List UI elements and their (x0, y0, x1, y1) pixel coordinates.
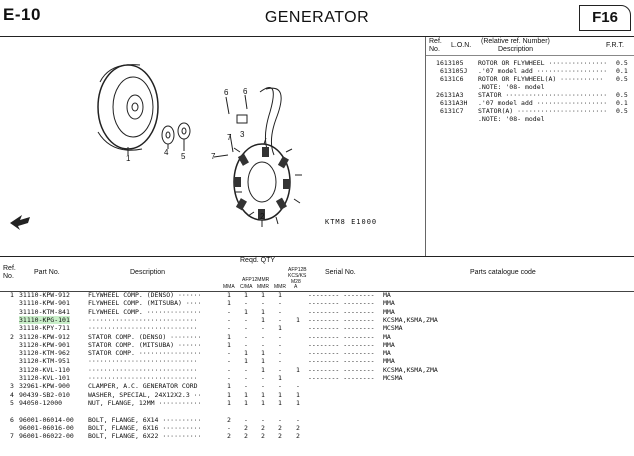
lon-desc: .'07 model add ·················· (478, 67, 608, 75)
qty-cell: 1 (261, 390, 265, 399)
lon-rel-header: (Relative ref. Number) (481, 38, 550, 45)
part-number[interactable]: 31120-KTM-962 (19, 349, 70, 358)
qty-cell: 1 (244, 357, 248, 366)
callout-1: 1 (126, 154, 131, 163)
table-row (0, 374, 634, 382)
qty-cell: - (227, 315, 231, 324)
lon-lon-header: L.O.N. (451, 42, 472, 49)
cell-ref: 1 (10, 291, 14, 299)
qty-cell: - (261, 299, 265, 308)
table-row (0, 291, 634, 299)
qty-cell: 1 (227, 398, 231, 407)
qty-cell: 1 (244, 398, 248, 407)
cell-code: MMA (383, 307, 395, 316)
table-row (0, 324, 634, 332)
qty-cell: - (227, 357, 231, 366)
cell-code: KCSMA,KSMA,ZMA (383, 365, 438, 374)
cell-code: KCSMA,KSMA,ZMA (383, 315, 438, 324)
lon-lon: 613105 (440, 59, 464, 67)
qty-cell: - (278, 415, 282, 424)
lon-lon: 6131C6 (440, 75, 464, 83)
qty-cell: - (261, 340, 265, 349)
qty-cell: 2 (244, 423, 248, 432)
qty-cell: - (244, 315, 248, 324)
table-row (0, 341, 634, 349)
qty-cell: - (278, 340, 282, 349)
lon-frt: 0.5 (616, 107, 628, 115)
part-number[interactable]: 96001-06022-00 (19, 432, 74, 441)
callout-4: 4 (164, 148, 169, 157)
cell-desc: BOLT, FLANGE, 6X14 ·········· (88, 415, 202, 424)
qty-cell: - (261, 324, 265, 333)
lon-lon: 613105J (440, 67, 468, 75)
lon-header (426, 37, 634, 56)
cell-desc: NUT, FLANGE, 12MM ··········· (88, 398, 202, 407)
callout-7b: 7 (211, 152, 216, 161)
qty-cell: - (227, 307, 231, 316)
illustration-ref-code: KTM8 E1000 (325, 218, 378, 226)
lon-ref: 2 (436, 91, 440, 99)
table-row (0, 399, 634, 407)
qty-cell: 1 (227, 332, 231, 341)
callout-6b: 6 (243, 87, 248, 96)
cell-desc: ···························· (88, 324, 198, 333)
part-number[interactable]: 31110-KPW-912 (19, 291, 70, 299)
part-number[interactable]: 32961-KPW-900 (19, 382, 70, 391)
qty-cell: 2 (227, 415, 231, 424)
front-arrow-icon (10, 215, 30, 230)
lon-desc: STATOR ·························· (478, 91, 608, 99)
qty-cell: - (227, 423, 231, 432)
lon-desc: .NOTE: '08- model (478, 115, 545, 123)
qty-cell: - (227, 365, 231, 374)
qty-cell: 1 (227, 340, 231, 349)
lon-frt: 0.1 (616, 67, 628, 75)
qty-cell: 1 (261, 307, 265, 316)
qty-cell: 1 (244, 291, 248, 299)
qty-cell: - (278, 357, 282, 366)
part-number[interactable]: 96001-06014-00 (19, 415, 74, 424)
table-row (0, 424, 634, 432)
cell-desc: FLYWHEEL COMP. ·············· (88, 307, 202, 316)
cell-code: MMA (383, 299, 395, 308)
cell-serial: -------- -------- (308, 332, 375, 341)
qty-cell: 1 (296, 365, 300, 374)
cell-serial: -------- -------- (308, 324, 375, 333)
col-afp12mmr: AFP12MMR (242, 277, 270, 283)
qty-cell: 1 (261, 315, 265, 324)
callout-5: 5 (181, 152, 186, 161)
cell-desc: ···························· (88, 315, 198, 324)
cell-serial: -------- -------- (308, 315, 375, 324)
table-row (0, 299, 634, 307)
qty-cell: - (244, 382, 248, 391)
lon-panel (426, 37, 634, 256)
cell-desc: BOLT, FLANGE, 6X22 ·········· (88, 432, 202, 441)
table-row (0, 333, 634, 341)
lon-frt-header: F.R.T. (606, 42, 624, 49)
lon-desc-header: Description (498, 46, 534, 53)
col-q2: C/MA (240, 284, 253, 290)
qty-cell: - (261, 382, 265, 391)
cell-code: MCSMA (383, 324, 403, 333)
col-q3: MMR (257, 284, 269, 290)
lon-desc: ROTOR OR FLYWHEEL ··············· (478, 59, 608, 67)
qty-cell: 2 (278, 423, 282, 432)
cell-desc: ···························· (88, 374, 198, 382)
qty-cell: - (278, 332, 282, 341)
lon-frt: 0.5 (616, 75, 628, 83)
qty-cell: 1 (278, 374, 282, 382)
part-number[interactable]: 31110-KPY-711 (19, 324, 70, 333)
lon-desc: STATOR(A) ······················· (478, 107, 608, 115)
qty-cell: - (244, 374, 248, 382)
qty-cell: 1 (244, 307, 248, 316)
qty-cell: - (261, 332, 265, 341)
part-number[interactable]: 31110-KTM-841 (19, 307, 70, 316)
cell-desc: BOLT, FLANGE, 6X16 ·········· (88, 423, 202, 432)
lon-lon: 6131C7 (440, 107, 464, 115)
lon-lon: 6131A3 (440, 91, 464, 99)
cell-desc: ···························· (88, 357, 198, 366)
table-row (0, 349, 634, 357)
qty-cell: 2 (244, 432, 248, 441)
callout-7a: 7 (227, 133, 232, 142)
part-number[interactable]: 31120-KPW-901 (19, 340, 70, 349)
table-row (0, 366, 634, 374)
table-row (0, 316, 634, 324)
figure-number: F16 (579, 5, 631, 31)
qty-cell: 1 (278, 324, 282, 333)
part-number[interactable]: 31120-KTM-951 (19, 357, 70, 366)
qty-cell: 1 (278, 291, 282, 299)
qty-cell: 1 (244, 390, 248, 399)
qty-cell: 2 (261, 423, 265, 432)
lon-frt: 0.1 (616, 99, 628, 107)
cell-ref: 6 (10, 415, 14, 424)
qty-cell: - (296, 382, 300, 391)
cell-desc: ···························· (88, 365, 198, 374)
qty-cell: 1 (296, 398, 300, 407)
table-row (0, 432, 634, 440)
lon-frt: 0.5 (616, 91, 628, 99)
cell-desc: STATOR COMP. (DENSO) ········ (88, 332, 202, 341)
cell-desc: STATOR COMP. (MITSUBA) ······ (88, 340, 202, 349)
cell-desc: WASHER, SPECIAL, 24X12X2.3 ·· (88, 390, 202, 399)
part-number[interactable]: 31120-KVL-101 (19, 374, 70, 382)
lon-desc: .NOTE: '08- model (478, 83, 545, 91)
qty-cell: - (278, 315, 282, 324)
cell-desc: FLYWHEEL COMP. (MITSUBA) ···· (88, 299, 202, 308)
qty-cell: 2 (296, 423, 300, 432)
table-row (0, 416, 634, 424)
qty-cell: - (261, 415, 265, 424)
qty-cell: - (244, 340, 248, 349)
col-catalogue: Parts catalogue code (470, 269, 536, 276)
col-q4: MMR (274, 284, 286, 290)
col-description: Description (130, 269, 166, 276)
qty-cell: - (227, 374, 231, 382)
cell-desc: FLYWHEEL COMP. (DENSO) ······ (88, 291, 202, 299)
lon-desc: .'07 model add ·················· (478, 99, 608, 107)
col-no: No. (3, 273, 14, 280)
qty-cell: 2 (261, 432, 265, 441)
table-row (0, 357, 634, 365)
qty-cell: - (244, 415, 248, 424)
qty-cell: - (244, 365, 248, 374)
cell-serial: -------- -------- (308, 291, 375, 299)
qty-cell: 1 (296, 315, 300, 324)
cell-serial: -------- -------- (308, 374, 375, 382)
qty-cell: 1 (227, 299, 231, 308)
cell-desc: CLAMPER, A.C. GENERATOR CORD (88, 382, 198, 391)
qty-cell: 1 (261, 357, 265, 366)
cell-serial: -------- -------- (308, 307, 375, 316)
qty-cell: 2 (227, 432, 231, 441)
cell-ref: 4 (10, 390, 14, 399)
qty-cell: - (278, 299, 282, 308)
lon-ref-header: Ref. (429, 38, 442, 45)
col-serial: Serial No. (325, 269, 356, 276)
qty-cell: 1 (261, 365, 265, 374)
qty-cell: - (244, 332, 248, 341)
lon-desc: ROTOR OR FLYWHEEL(A) ··········· (478, 75, 604, 83)
page-title: GENERATOR (264, 9, 370, 26)
cell-code: MA (383, 332, 391, 341)
col-q1: MMA (223, 284, 235, 290)
qty-cell: 1 (261, 291, 265, 299)
qty-cell: - (244, 299, 248, 308)
qty-cell: - (227, 349, 231, 358)
qty-cell: 2 (278, 432, 282, 441)
qty-cell: - (227, 324, 231, 333)
col-part-no: Part No. (34, 269, 60, 276)
table-row (0, 407, 634, 415)
qty-cell: - (278, 349, 282, 358)
part-number[interactable]: 90439-SB2-010 (19, 390, 70, 399)
cell-code: MCSMA (383, 374, 403, 382)
table-row (0, 382, 634, 390)
col-afp12b: AFP12B (288, 267, 307, 273)
part-number[interactable]: 31110-KPW-901 (19, 299, 70, 308)
qty-cell: 1 (278, 398, 282, 407)
qty-cell: 1 (244, 349, 248, 358)
col-m28: M28 (291, 279, 301, 285)
qty-cell: 1 (296, 390, 300, 399)
qty-cell: 2 (296, 432, 300, 441)
qty-cell: 1 (227, 382, 231, 391)
cell-serial: -------- -------- (308, 299, 375, 308)
cell-serial: -------- -------- (308, 357, 375, 366)
page-header (0, 0, 634, 37)
callout-3: 3 (240, 130, 245, 139)
qty-cell: - (278, 365, 282, 374)
lon-no-header: No. (429, 46, 440, 53)
callout-6a: 6 (224, 88, 229, 97)
qty-cell: - (278, 307, 282, 316)
cell-serial: -------- -------- (308, 365, 375, 374)
qty-cell: 1 (278, 390, 282, 399)
part-number[interactable]: 31120-KVL-110 (19, 365, 70, 374)
exploded-diagram (0, 37, 426, 256)
cell-serial: -------- -------- (308, 340, 375, 349)
cell-desc: STATOR COMP. ················ (88, 349, 202, 358)
lon-lon: 6131A3H (440, 99, 468, 107)
qty-cell: 1 (261, 398, 265, 407)
qty-cell: - (296, 415, 300, 424)
part-number[interactable]: 31110-KPG-101 (19, 315, 70, 324)
section-code: E-10 (3, 5, 41, 24)
qty-cell: - (278, 382, 282, 391)
cell-code: MMA (383, 357, 395, 366)
cell-serial: -------- -------- (308, 349, 375, 358)
col-q5: A (294, 284, 298, 290)
qty-cell: - (244, 324, 248, 333)
cell-ref: 2 (10, 332, 14, 341)
qty-cell: 1 (227, 291, 231, 299)
cell-ref: 5 (10, 398, 14, 407)
cell-code: MMA (383, 340, 395, 349)
part-number[interactable]: 96001-06016-00 (19, 423, 74, 432)
qty-cell: - (261, 374, 265, 382)
cell-ref: 7 (10, 432, 14, 441)
qty-cell: 1 (227, 390, 231, 399)
part-number[interactable]: 94050-12000 (19, 398, 63, 407)
callout-2: 2 (260, 212, 265, 221)
col-ref: Ref. (3, 265, 16, 272)
lon-frt: 0.5 (616, 59, 628, 67)
cell-code: MA (383, 349, 391, 358)
cell-ref: 3 (10, 382, 14, 391)
table-row (0, 308, 634, 316)
lon-ref: 1 (436, 59, 440, 67)
part-number[interactable]: 31120-KPW-912 (19, 332, 70, 341)
col-reqd-qty: Reqd. QTY (240, 257, 276, 264)
table-row (0, 391, 634, 399)
qty-cell: 1 (261, 349, 265, 358)
parts-table-header (0, 256, 634, 292)
cell-code: MA (383, 291, 391, 299)
col-kcs: KCS/KS (288, 273, 307, 279)
